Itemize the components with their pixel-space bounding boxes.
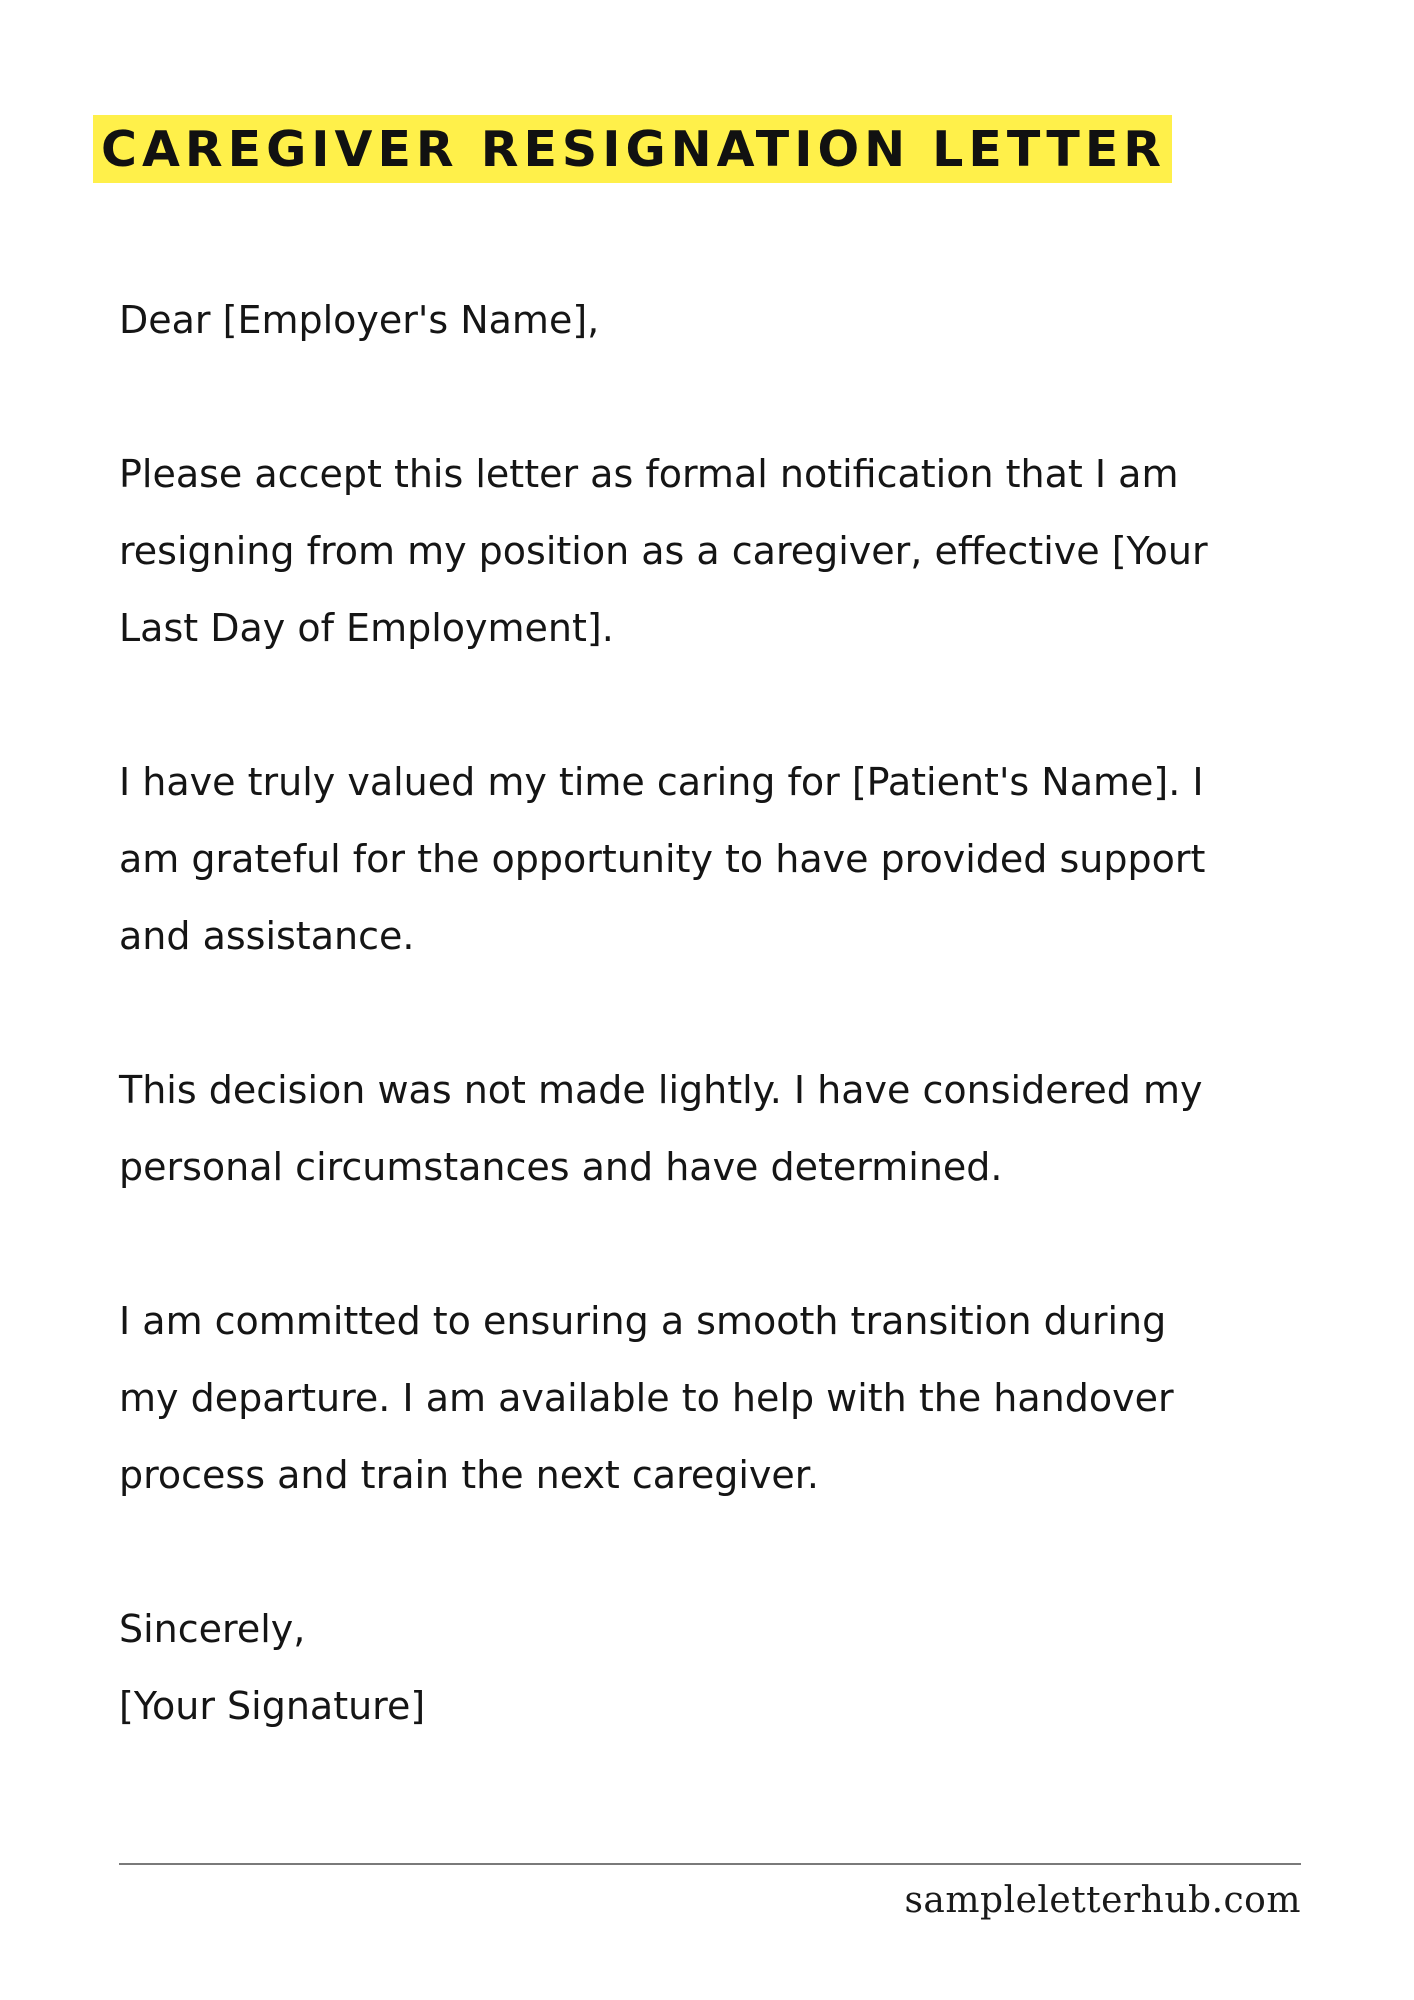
paragraph-3 xyxy=(119,1052,1369,1206)
footer-divider xyxy=(119,1863,1301,1865)
paragraph-4 xyxy=(119,1283,1369,1514)
paragraph-line: I am committed to ensuring a smooth transition during xyxy=(119,1299,1167,1343)
page-title: CAREGIVER RESIGNATION LETTER xyxy=(101,120,1167,178)
paragraph-line: personal circumstances and have determined. xyxy=(119,1145,1003,1189)
paragraph-line: This decision was not made lightly. I have considered my xyxy=(119,1068,1203,1112)
signature: [Your Signature] xyxy=(119,1684,426,1728)
paragraph-line: Last Day of Employment]. xyxy=(119,606,614,650)
paragraph-gap xyxy=(119,975,1369,1052)
salutation: Dear [Employer's Name], xyxy=(119,298,600,342)
paragraph-line: Please accept this letter as formal notification that I am xyxy=(119,452,1179,496)
paragraph-line: resigning from my position as a caregiver, effective [Your xyxy=(119,529,1208,573)
closing: Sincerely, xyxy=(119,1607,306,1651)
paragraph-line: am grateful for the opportunity to have provided support xyxy=(119,837,1206,881)
paragraph-gap xyxy=(119,1206,1369,1283)
paragraph-line: I have truly valued my time caring for [Patient's Name]. I xyxy=(119,760,1204,804)
paragraph-gap xyxy=(119,667,1369,744)
paragraph-1 xyxy=(119,436,1369,667)
paragraph-line: my departure. I am available to help with the handover xyxy=(119,1376,1174,1420)
paragraph-line: process and train the next caregiver. xyxy=(119,1453,820,1497)
letter-body xyxy=(119,282,1369,1745)
paragraph-line: and assistance. xyxy=(119,914,415,958)
paragraph-gap xyxy=(119,1514,1369,1591)
title-highlight xyxy=(93,115,1172,183)
footer-website: sampleletterhub.com xyxy=(904,1880,1301,1921)
paragraph-gap xyxy=(119,359,1369,436)
paragraph-2 xyxy=(119,744,1369,975)
